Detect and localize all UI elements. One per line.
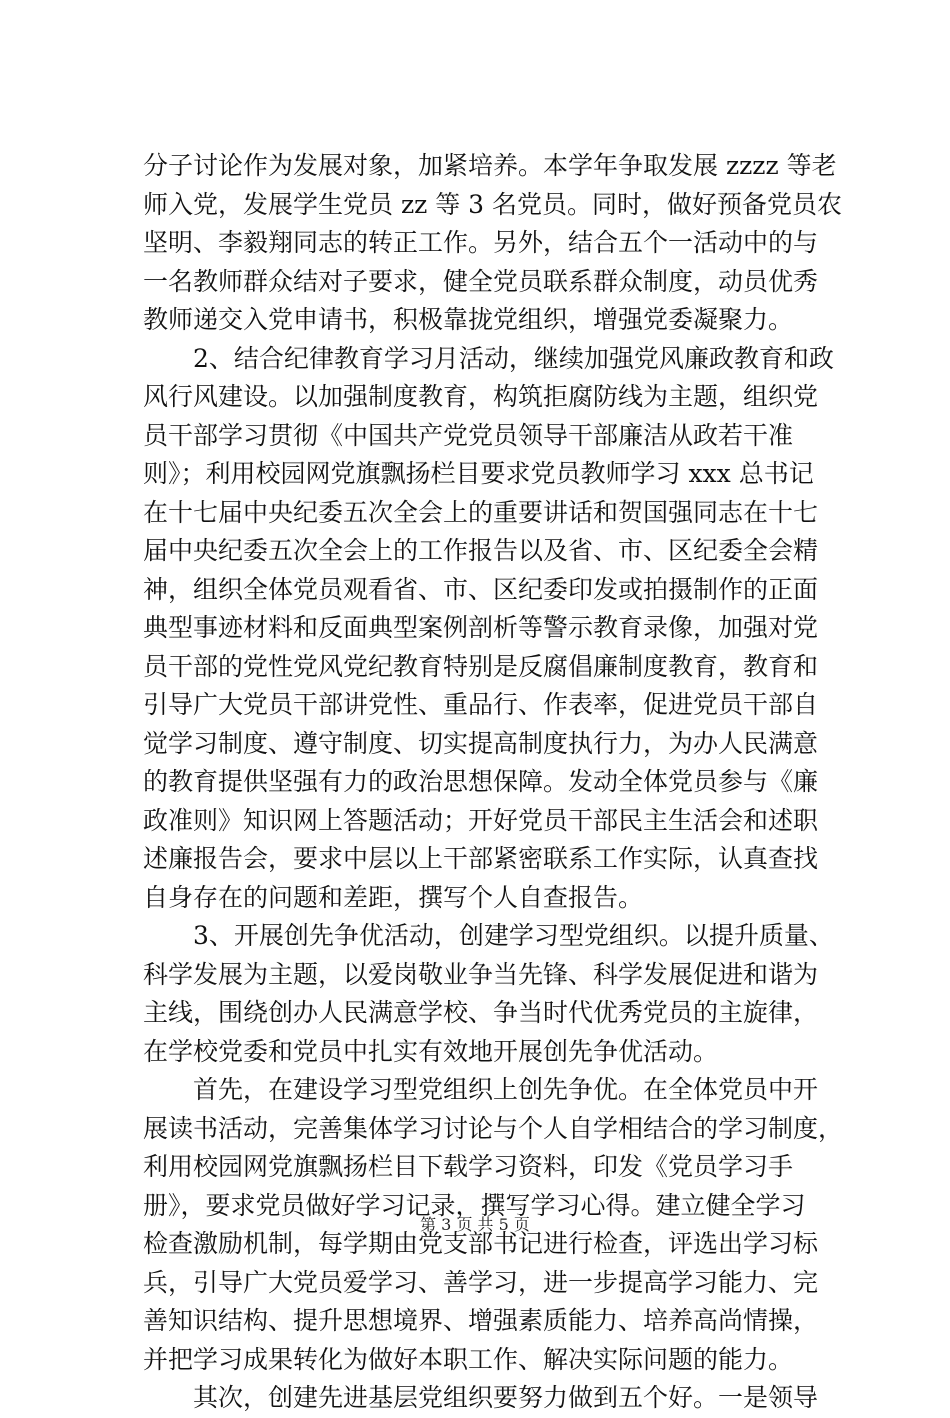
text-line: 册》，要求党员做好学习记录，撰写学习心得。建立健全学习 [143, 1190, 806, 1220]
text-line: 师入党，发展学生党员 zz 等 3 名党员。同时，做好预备党员农 [143, 189, 843, 219]
text-line: 坚明、李毅翔同志的转正工作。另外，结合五个一活动中的与 [143, 228, 819, 257]
text-line: 政准则》知识网上答题活动；开好党员干部民主生活会和述职 [143, 805, 819, 835]
text-line: 善知识结构、提升思想境界、增强素质能力、培养高尚情操， [143, 1306, 819, 1335]
text-line: 在十七届中央纪委五次全会上的重要讲话和贺国强同志在十七 [143, 497, 819, 527]
text-line: 风行风建设。以加强制度教育，构筑拒腐防线为主题，组织党 [143, 382, 819, 411]
text-line: 员干部学习贯彻《中国共产党党员领导干部廉洁从政若干准 [143, 420, 794, 450]
text-line: 2、结合纪律教育学习月活动，继续加强党风廉政教育和政 [143, 343, 834, 373]
text-line: 教师递交入党申请书，积极靠拢党组织，增强党委凝聚力。 [143, 305, 794, 334]
text-line: 自身存在的问题和差距，撰写个人自查报告。 [143, 882, 644, 912]
text-line: 科学发展为主题，以爱岗敬业争当先锋、科学发展促进和谐为 [143, 959, 819, 989]
text-line: 分子讨论作为发展对象，加紧培养。本学年争取发展 zzzz 等老 [143, 151, 837, 180]
text-line: 兵，引导广大党员爱学习、善学习，进一步提高学习能力、完 [143, 1267, 819, 1297]
text-line: 首先，在建设学习型党组织上创先争优。在全体党员中开 [143, 1075, 819, 1104]
text-line: 典型事迹材料和反面典型案例剖析等警示教育录像，加强对党 [143, 613, 819, 642]
text-line: 展读书活动，完善集体学习讨论与个人自学相结合的学习制度， [143, 1113, 844, 1143]
text-line: 在学校党委和党员中扎实有效地开展创先争优活动。 [143, 1036, 719, 1066]
text-line: 检查激励机制，每学期由党支部书记进行检查，评选出学习标 [143, 1229, 819, 1258]
text-line: 利用校园网党旗飘扬栏目下载学习资料，印发《党员学习手 [143, 1152, 794, 1181]
text-line: 并把学习成果转化为做好本职工作、解决实际问题的能力。 [143, 1344, 794, 1374]
text-line: 一名教师群众结对子要求，健全党员联系群众制度，动员优秀 [143, 266, 819, 296]
text-line: 神，组织全体党员观看省、市、区纪委印发或拍摄制作的正面 [143, 574, 819, 604]
page-footer: 第 3 页 共 5 页 [420, 1215, 530, 1234]
text-line: 主线，围绕创办人民满意学校、争当时代优秀党员的主旋律， [143, 998, 819, 1027]
text-line: 其次，创建先进基层党组织要努力做到五个好。一是领导 [143, 1383, 819, 1412]
text-line: 觉学习制度、遵守制度、切实提高制度执行力，为办人民满意 [143, 728, 819, 758]
text-line: 引导广大党员干部讲党性、重品行、作表率，促进党员干部自 [143, 690, 819, 719]
text-line: 届中央纪委五次全会上的工作报告以及省、市、区纪委全会精 [143, 536, 819, 565]
text-line: 的教育提供坚强有力的政治思想保障。发动全体党员参与《廉 [143, 767, 819, 796]
text-line: 员干部的党性党风党纪教育特别是反腐倡廉制度教育，教育和 [143, 651, 819, 681]
text-line: 3、开展创先争优活动，创建学习型党组织。以提升质量、 [143, 921, 834, 950]
text-line: 述廉报告会，要求中层以上干部紧密联系工作实际，认真查找 [143, 844, 819, 873]
text-line: 则》；利用校园网党旗飘扬栏目要求党员教师学习 xxx 总书记 [143, 459, 814, 488]
